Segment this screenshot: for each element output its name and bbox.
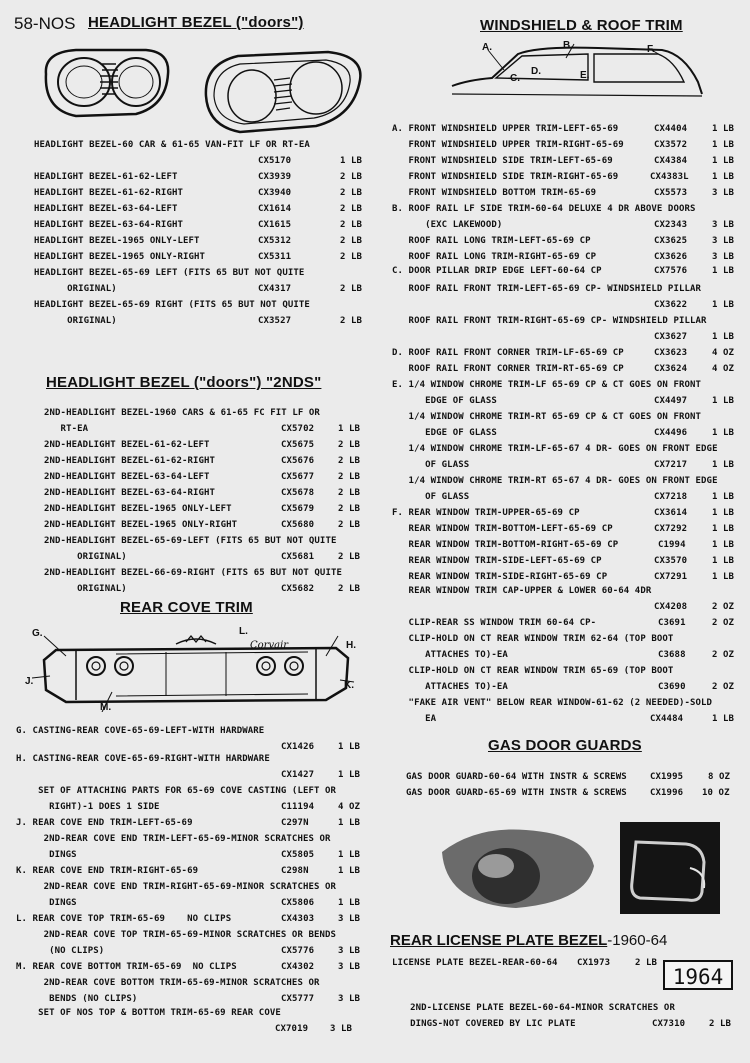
- list-item: M. REAR COVE BOTTOM TRIM-65-69 NO CLIPS: [16, 962, 237, 972]
- part-number: CX1427: [281, 770, 315, 780]
- part-number: CX1614: [258, 204, 292, 214]
- headlight2-title-sub: ("doors"): [189, 374, 266, 391]
- part-number: CX4484: [650, 714, 684, 724]
- weight: 3 LB: [338, 962, 361, 972]
- label-h: H.: [346, 640, 356, 651]
- weight: 3 LB: [712, 220, 735, 230]
- weight: 3 LB: [712, 188, 735, 198]
- weight: 4 OZ: [338, 802, 361, 812]
- list-item: HEADLIGHT BEZEL-61-62-LEFT: [34, 172, 178, 182]
- part-number: CX3572: [654, 140, 688, 150]
- page-number: 58-NOS: [14, 14, 76, 33]
- part-number: CX5675: [281, 440, 315, 450]
- list-item: RIGHT)-1 DOES 1 SIDE: [16, 802, 160, 812]
- weight: 1 LB: [340, 156, 363, 166]
- list-item: CLIP-HOLD ON CT REAR WINDOW TRIM 62-64 (TOP BOOT: [392, 634, 674, 644]
- weight: 1 LB: [712, 492, 735, 502]
- part-number: CX1973: [577, 958, 611, 968]
- list-item: J. REAR COVE END TRIM-LEFT-65-69: [16, 818, 193, 828]
- part-number: CX5682: [281, 584, 315, 594]
- list-item: 2ND-REAR COVE END TRIM-LEFT-65-69-MINOR SCRATCHES OR: [16, 834, 331, 844]
- list-item: H. CASTING-REAR COVE-65-69-RIGHT-WITH HARDWARE: [16, 754, 270, 764]
- list-item: A. FRONT WINDSHIELD UPPER TRIM-LEFT-65-69: [392, 124, 619, 134]
- part-number: CX1995: [650, 772, 684, 782]
- weight: 1 LB: [338, 770, 361, 780]
- list-item: GAS DOOR GUARD-65-69 WITH INSTR & SCREWS: [406, 788, 627, 798]
- weight: 3 LB: [338, 914, 361, 924]
- list-item: G. CASTING-REAR COVE-65-69-LEFT-WITH HARDWARE: [16, 726, 265, 736]
- weight: 8 OZ: [708, 772, 731, 782]
- list-item: FRONT WINDSHIELD BOTTOM TRIM-65-69: [392, 188, 597, 198]
- weight: 1 LB: [338, 424, 361, 434]
- list-item: HEADLIGHT BEZEL-61-62-RIGHT: [34, 188, 183, 198]
- list-item: 1/4 WINDOW CHROME TRIM-RT 65-67 4 DR- GOES ON FRONT EDGE: [392, 476, 718, 486]
- headlight2-title-main: HEADLIGHT BEZEL: [46, 374, 190, 391]
- list-item: ROOF RAIL FRONT CORNER TRIM-RT-65-69 CP: [392, 364, 624, 374]
- part-number: CX3527: [258, 316, 292, 326]
- weight: 1 LB: [712, 124, 735, 134]
- list-item: 2ND-HEADLIGHT BEZEL-66-69-RIGHT (FITS 65 BUT NOT QUITE: [44, 568, 342, 578]
- list-item: 2ND-REAR COVE END TRIM-RIGHT-65-69-MINOR SCRATCHES OR: [16, 882, 337, 892]
- list-item: 1/4 WINDOW CHROME TRIM-RT 65-69 CP & CT GOES ON FRONT: [392, 412, 702, 422]
- part-number: CX5805: [281, 850, 315, 860]
- list-item: HEADLIGHT BEZEL-63-64-RIGHT: [34, 220, 183, 230]
- weight: 3 LB: [712, 236, 735, 246]
- list-item: 2ND-HEADLIGHT BEZEL-65-69-LEFT (FITS 65 BUT NOT QUITE: [44, 536, 337, 546]
- list-item: 2ND-REAR COVE BOTTOM TRIM-65-69-MINOR SCRATCHES OR: [16, 978, 320, 988]
- list-item: B. ROOF RAIL LF SIDE TRIM-60-64 DELUXE 4 DR ABOVE DOORS: [392, 204, 696, 214]
- part-number: CX3614: [654, 508, 688, 518]
- corvair-script-logo: Corvair: [250, 640, 289, 651]
- part-number: CX5776: [281, 946, 315, 956]
- headlight-bezel-title: [88, 14, 304, 31]
- license-plate-1964-badge: 1964: [663, 960, 733, 990]
- weight: 2 LB: [338, 584, 361, 594]
- part-number: C3690: [658, 682, 686, 692]
- part-number: CX4496: [654, 428, 688, 438]
- weight: 1 LB: [338, 898, 361, 908]
- part-number: CX3626: [654, 252, 688, 262]
- part-number: CX3623: [654, 348, 688, 358]
- list-item: BENDS (NO CLIPS): [16, 994, 138, 1004]
- weight: 2 LB: [338, 520, 361, 530]
- part-number: CX1996: [650, 788, 684, 798]
- label-j: J.: [25, 676, 34, 687]
- gas-door-guard-photo-1: [436, 822, 598, 912]
- list-item: F. REAR WINDOW TRIM-UPPER-65-69 CP: [392, 508, 580, 518]
- list-item: 2ND-HEADLIGHT BEZEL-61-62-RIGHT: [44, 456, 216, 466]
- list-item: SET OF ATTACHING PARTS FOR 65-69 COVE CASTING (LEFT OR: [16, 786, 337, 796]
- weight: 2 LB: [340, 236, 363, 246]
- part-number: CX4384: [654, 156, 688, 166]
- list-item: SET OF NOS TOP & BOTTOM TRIM-65-69 REAR COVE: [16, 1008, 281, 1018]
- windshield-roof-trim-title: WINDSHIELD & ROOF TRIM: [480, 17, 683, 34]
- part-number: CX5680: [281, 520, 315, 530]
- list-item: RT-EA: [44, 424, 89, 434]
- weight: 2 LB: [338, 440, 361, 450]
- list-item: OF GLASS: [392, 460, 470, 470]
- list-item: 2ND-HEADLIGHT BEZEL-61-62-LEFT: [44, 440, 210, 450]
- license-plate-bezel-title: [390, 932, 667, 949]
- part-number: CX5681: [281, 552, 315, 562]
- weight: 1 LB: [712, 556, 735, 566]
- list-item: FRONT WINDSHIELD SIDE TRIM-LEFT-65-69: [392, 156, 613, 166]
- list-item: DINGS-NOT COVERED BY LIC PLATE: [388, 1019, 576, 1029]
- list-item: ROOF RAIL FRONT TRIM-RIGHT-65-69 CP- WINDSHIELD PILLAR: [392, 316, 707, 326]
- list-item: 2ND-HEADLIGHT BEZEL-1960 CARS & 61-65 FC FIT LF OR: [44, 408, 320, 418]
- label-c: C.: [510, 73, 520, 84]
- list-item: EDGE OF GLASS: [392, 396, 497, 406]
- headlight-bezel-illustration-left: [36, 44, 176, 124]
- list-item: REAR WINDOW TRIM-BOTTOM-RIGHT-65-69 CP: [392, 540, 619, 550]
- list-item: CLIP-REAR SS WINDOW TRIM 60-64 CP-: [392, 618, 597, 628]
- weight: 2 OZ: [712, 682, 735, 692]
- part-number: CX7019: [275, 1024, 309, 1034]
- label-a: A.: [482, 42, 492, 53]
- weight: 2 LB: [338, 488, 361, 498]
- part-number: CX5312: [258, 236, 292, 246]
- part-number: CX7292: [654, 524, 688, 534]
- part-number: C1994: [658, 540, 686, 550]
- weight: 1 LB: [712, 714, 735, 724]
- headlight-title-sub: ("doors"): [231, 14, 304, 31]
- part-number: CX5170: [258, 156, 292, 166]
- list-item: ROOF RAIL FRONT TRIM-LEFT-65-69 CP- WINDSHIELD PILLAR: [392, 284, 702, 294]
- part-number: CX4317: [258, 284, 292, 294]
- part-number: CX3622: [654, 300, 688, 310]
- list-item: REAR WINDOW TRIM-BOTTOM-LEFT-65-69 CP: [392, 524, 613, 534]
- headlight2-title-2nds: "2NDS": [265, 374, 322, 391]
- weight: 1 LB: [712, 540, 735, 550]
- list-item: HEADLIGHT BEZEL-60 CAR & 61-65 VAN-FIT LF OR RT-EA: [34, 140, 310, 150]
- weight: 2 OZ: [712, 650, 735, 660]
- weight: 2 LB: [340, 316, 363, 326]
- weight: 2 LB: [338, 504, 361, 514]
- label-e: E.: [580, 70, 590, 81]
- list-item: EDGE OF GLASS: [392, 428, 497, 438]
- part-number: CX3940: [258, 188, 292, 198]
- rear-cove-trim-title: REAR COVE TRIM: [120, 599, 253, 616]
- part-number: CX1426: [281, 742, 315, 752]
- list-item: 2ND-HEADLIGHT BEZEL-1965 ONLY-LEFT: [44, 504, 232, 514]
- weight: 1 LB: [712, 172, 735, 182]
- weight: 1 LB: [712, 428, 735, 438]
- list-item: 2ND-REAR COVE TOP TRIM-65-69-MINOR SCRATCHES OR BENDS: [16, 930, 337, 940]
- weight: 2 LB: [340, 204, 363, 214]
- weight: 1 LB: [712, 300, 735, 310]
- list-item: REAR WINDOW TRIM-SIDE-RIGHT-65-69 CP: [392, 572, 608, 582]
- part-number: C298N: [281, 866, 309, 876]
- list-item: REAR WINDOW TRIM CAP-UPPER & LOWER 60-64 4DR: [392, 586, 652, 596]
- weight: 4 OZ: [712, 348, 735, 358]
- weight: 2 LB: [340, 252, 363, 262]
- list-item: ATTACHES TO)-EA: [392, 682, 508, 692]
- list-item: REAR WINDOW TRIM-SIDE-LEFT-65-69 CP: [392, 556, 602, 566]
- weight: 1 LB: [338, 850, 361, 860]
- part-number: CX5311: [258, 252, 292, 262]
- rear-cove-illustration: [26, 622, 366, 712]
- list-item: 2ND-HEADLIGHT BEZEL-63-64-LEFT: [44, 472, 210, 482]
- weight: 2 LB: [340, 284, 363, 294]
- part-number: CX3939: [258, 172, 292, 182]
- list-item: ORIGINAL): [34, 316, 117, 326]
- part-number: CX4383L: [650, 172, 689, 182]
- list-item: OF GLASS: [392, 492, 470, 502]
- label-k: K.: [344, 680, 354, 691]
- part-number: CX7291: [654, 572, 688, 582]
- weight: 4 OZ: [712, 364, 735, 374]
- weight: 2 LB: [635, 958, 658, 968]
- part-number: CX5573: [654, 188, 688, 198]
- part-number: CX3624: [654, 364, 688, 374]
- list-item: LICENSE PLATE BEZEL-REAR-60-64: [392, 958, 558, 968]
- headlight-bezel-illustration-right: [198, 46, 368, 136]
- part-number: CX5676: [281, 456, 315, 466]
- list-item: HEADLIGHT BEZEL-1965 ONLY-RIGHT: [34, 252, 206, 262]
- part-number: CX5678: [281, 488, 315, 498]
- list-item: 1/4 WINDOW CHROME TRIM-LF-65-67 4 DR- GOES ON FRONT EDGE: [392, 444, 718, 454]
- list-item: CLIP-HOLD ON CT REAR WINDOW TRIM 65-69 (TOP BOOT: [392, 666, 674, 676]
- list-item: FRONT WINDSHIELD SIDE TRIM-RIGHT-65-69: [392, 172, 619, 182]
- list-item: C. DOOR PILLAR DRIP EDGE LEFT-60-64 CP: [392, 266, 602, 276]
- weight: 3 LB: [330, 1024, 353, 1034]
- part-number: CX1615: [258, 220, 292, 230]
- part-number: CX5777: [281, 994, 315, 1004]
- list-item: L. REAR COVE TOP TRIM-65-69 NO CLIPS: [16, 914, 232, 924]
- weight: 2 LB: [340, 220, 363, 230]
- list-item: HEADLIGHT BEZEL-65-69 RIGHT (FITS 65 BUT NOT QUITE: [34, 300, 310, 310]
- weight: 2 LB: [338, 552, 361, 562]
- list-item: D. ROOF RAIL FRONT CORNER TRIM-LF-65-69 CP: [392, 348, 624, 358]
- weight: 1 LB: [338, 742, 361, 752]
- weight: 1 LB: [712, 460, 735, 470]
- weight: 2 OZ: [712, 618, 735, 628]
- list-item: (EXC LAKEWOOD): [392, 220, 503, 230]
- list-item: EA: [392, 714, 437, 724]
- label-f: F.: [647, 44, 655, 55]
- part-number: CX7217: [654, 460, 688, 470]
- part-number: C3688: [658, 650, 686, 660]
- list-item: 2ND-HEADLIGHT BEZEL-1965 ONLY-RIGHT: [44, 520, 238, 530]
- license-title-main: REAR LICENSE PLATE BEZEL: [390, 932, 608, 949]
- list-item: ORIGINAL): [44, 584, 127, 594]
- weight: 1 LB: [338, 866, 361, 876]
- weight: 2 LB: [340, 188, 363, 198]
- headlight-title-main: HEADLIGHT BEZEL: [88, 14, 232, 31]
- list-item: HEADLIGHT BEZEL-65-69 LEFT (FITS 65 BUT NOT QUITE: [34, 268, 305, 278]
- part-number: CX4404: [654, 124, 688, 134]
- list-item: ORIGINAL): [44, 552, 127, 562]
- part-number: C297N: [281, 818, 309, 828]
- weight: 1 LB: [712, 156, 735, 166]
- weight: 2 LB: [709, 1019, 732, 1029]
- part-number: CX5702: [281, 424, 315, 434]
- gas-door-guards-title: GAS DOOR GUARDS: [488, 737, 642, 754]
- list-item: (NO CLIPS): [16, 946, 105, 956]
- list-item: K. REAR COVE END TRIM-RIGHT-65-69: [16, 866, 199, 876]
- weight: 2 LB: [338, 472, 361, 482]
- weight: 1 LB: [712, 332, 735, 342]
- list-item: HEADLIGHT BEZEL-63-64-LEFT: [34, 204, 178, 214]
- label-l: L.: [239, 626, 248, 637]
- part-number: CX7310: [652, 1019, 686, 1029]
- license-title-years: -1960-64: [607, 932, 668, 949]
- list-item: GAS DOOR GUARD-60-64 WITH INSTR & SCREWS: [406, 772, 627, 782]
- part-number: CX3627: [654, 332, 688, 342]
- label-d: D.: [531, 66, 541, 77]
- part-number: CX4208: [654, 602, 688, 612]
- part-number: CX4302: [281, 962, 315, 972]
- weight: 3 LB: [712, 252, 735, 262]
- part-number: CX3570: [654, 556, 688, 566]
- weight: 3 LB: [338, 994, 361, 1004]
- weight: 1 LB: [712, 266, 735, 276]
- part-number: CX5677: [281, 472, 315, 482]
- weight: 1 LB: [712, 508, 735, 518]
- weight: 2 OZ: [712, 602, 735, 612]
- part-number: CX5806: [281, 898, 315, 908]
- label-g: G.: [32, 628, 43, 639]
- list-item: DINGS: [16, 850, 77, 860]
- part-number: CX4497: [654, 396, 688, 406]
- weight: 2 LB: [340, 172, 363, 182]
- weight: 1 LB: [712, 572, 735, 582]
- list-item: 2ND-HEADLIGHT BEZEL-63-64-RIGHT: [44, 488, 216, 498]
- list-item: ROOF RAIL LONG TRIM-RIGHT-65-69 CP: [392, 252, 597, 262]
- weight: 1 LB: [338, 818, 361, 828]
- list-item: E. 1/4 WINDOW CHROME TRIM-LF 65-69 CP & CT GOES ON FRONT: [392, 380, 702, 390]
- list-item: HEADLIGHT BEZEL-1965 ONLY-LEFT: [34, 236, 200, 246]
- headlight-bezel-2nds-title: [46, 374, 321, 391]
- list-item: DINGS: [16, 898, 77, 908]
- weight: 1 LB: [712, 524, 735, 534]
- weight: 1 LB: [712, 140, 735, 150]
- part-number: CX4303: [281, 914, 315, 924]
- list-item: ATTACHES TO)-EA: [392, 650, 508, 660]
- list-item: "FAKE AIR VENT" BELOW REAR WINDOW-61-62 (2 NEEDED)-SOLD: [392, 698, 713, 708]
- label-b: B.: [563, 40, 573, 51]
- gas-door-guard-photo-2: [620, 822, 720, 914]
- list-item: FRONT WINDSHIELD UPPER TRIM-RIGHT-65-69: [392, 140, 624, 150]
- weight: 2 LB: [338, 456, 361, 466]
- list-item: ROOF RAIL LONG TRIM-LEFT-65-69 CP: [392, 236, 591, 246]
- part-number: CX2343: [654, 220, 688, 230]
- list-item: ORIGINAL): [34, 284, 117, 294]
- weight: 1 LB: [712, 396, 735, 406]
- part-number: CX7218: [654, 492, 688, 502]
- list-item: 2ND-LICENSE PLATE BEZEL-60-64-MINOR SCRATCHES OR: [388, 1003, 675, 1013]
- label-m: M.: [100, 702, 112, 713]
- weight: 10 OZ: [702, 788, 730, 798]
- part-number: C11194: [281, 802, 315, 812]
- part-number: CX3625: [654, 236, 688, 246]
- weight: 3 LB: [338, 946, 361, 956]
- part-number: CX7576: [654, 266, 688, 276]
- part-number: C3691: [658, 618, 686, 628]
- part-number: CX5679: [281, 504, 315, 514]
